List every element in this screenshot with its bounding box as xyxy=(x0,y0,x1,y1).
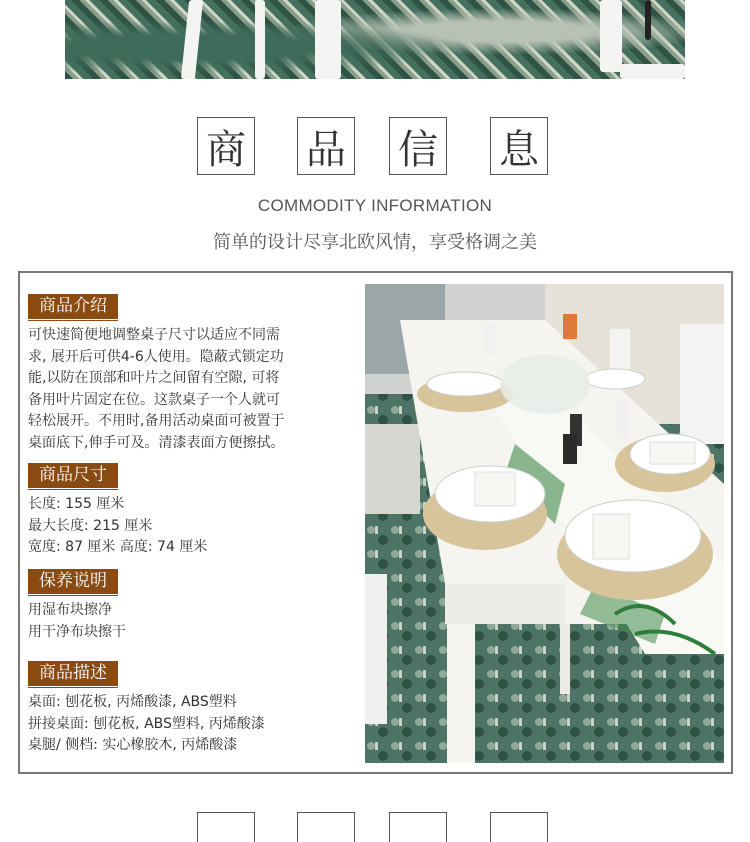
section-heading: 商品描述 xyxy=(28,661,118,686)
section-title xyxy=(0,117,750,177)
chair-frame xyxy=(645,0,651,40)
section-heading: 保养说明 xyxy=(28,569,118,594)
section-intro xyxy=(28,294,328,454)
table-leg xyxy=(315,0,341,79)
title-box xyxy=(197,812,255,842)
subtitle-chinese: 简单的设计尽享北欧风情，享受格调之美 xyxy=(213,232,537,253)
section-dimensions xyxy=(28,463,328,559)
next-section-title xyxy=(0,812,750,832)
title-box xyxy=(490,812,548,842)
section-heading: 商品尺寸 xyxy=(28,463,118,488)
title-char: 息 xyxy=(490,117,548,175)
top-product-photo xyxy=(65,0,685,79)
chair-leg xyxy=(181,0,203,79)
title-box xyxy=(297,812,355,842)
section-description xyxy=(28,661,328,757)
table-leg xyxy=(600,0,622,72)
section-body: 长度: 155 厘米 最大长度: 215 厘米 宽度: 87 厘米 高度: 74 厘米 xyxy=(28,496,208,555)
section-care xyxy=(28,569,328,643)
chair-leg xyxy=(255,0,265,79)
section-body: 桌面: 刨花板, 丙烯酸漆, ABS塑料 拼接桌面: 刨花板, ABS塑料, 丙烯酸漆 桌腿/ 侧档: 实心橡胶木, 丙烯酸漆 xyxy=(28,694,265,753)
title-char: 商 xyxy=(197,117,255,175)
title-char: 品 xyxy=(297,117,355,175)
section-body: 用湿布块擦净 用干净布块擦干 xyxy=(28,602,126,640)
section-heading: 商品介绍 xyxy=(28,294,118,319)
title-char: 信 xyxy=(389,117,447,175)
section-body: 可快速简便地调整桌子尺寸以适应不同需 求, 展开后可供4-6人使用。隐蔽式锁定功 能,以防在顶部和叶片之间留有空隙, 可将 备用叶片固定在位。这款桌子一个人就可 轻松展开。不用时,备用活动桌面可被置于 桌面底下,伸手可及。清漆表面方便擦拭。 xyxy=(28,327,285,451)
subtitle-english: COMMODITY INFORMATION xyxy=(257,196,493,215)
title-box xyxy=(389,812,447,842)
table-edge xyxy=(620,64,685,79)
product-photo xyxy=(365,284,724,763)
